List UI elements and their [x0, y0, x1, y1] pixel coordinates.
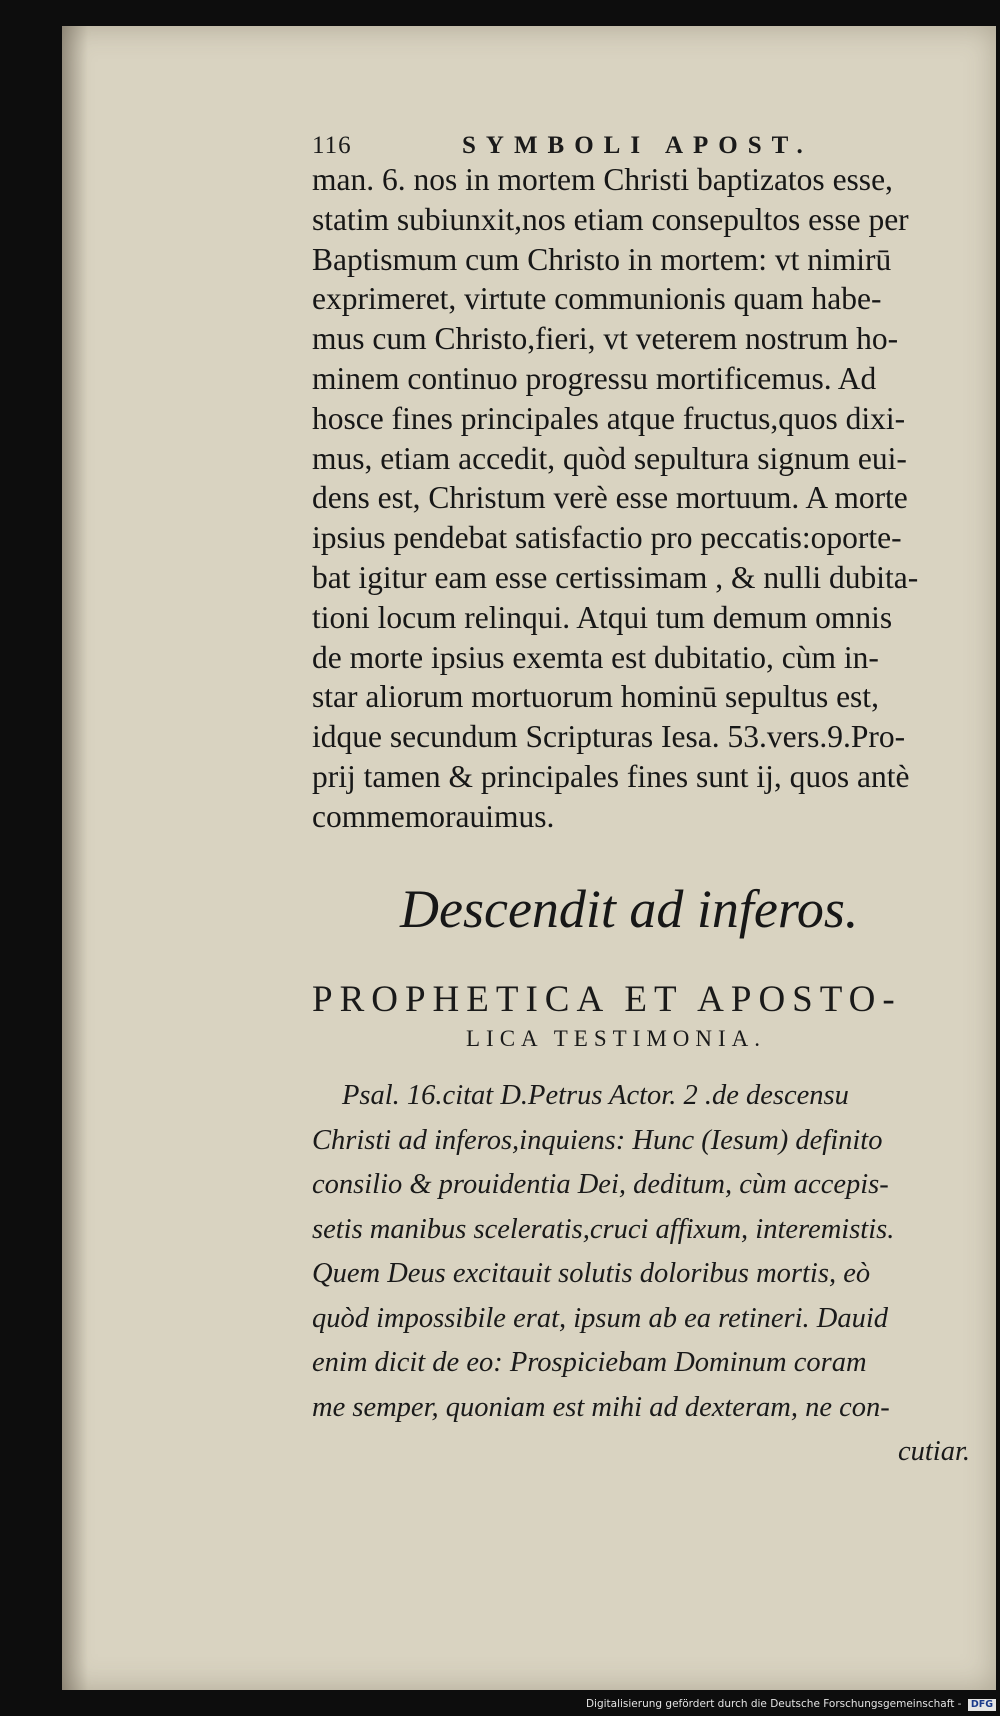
- text-line: statim subiunxit,nos etiam consepultos esse per: [312, 201, 909, 237]
- italic-line: Quem Deus excitauit solutis doloribus mortis, eò: [312, 1258, 871, 1289]
- italic-line: quòd impossibile erat, ipsum ab ea retineri. Dauid: [312, 1302, 889, 1334]
- section-heading: Descendit ad inferos.: [400, 879, 859, 939]
- text-line: dens est, Christum verè esse mortuum. A morte: [312, 480, 908, 516]
- italic-line: enim dicit de eo: Prospiciebam Dominum coram: [312, 1347, 867, 1378]
- italic-line: Christi ad inferos,inquiens: Hunc (Iesum) definito: [312, 1124, 883, 1156]
- italic-line: setis manibus sceleratis,cruci affixum, interemistis.: [312, 1213, 895, 1245]
- page-gutter-shadow: [62, 26, 88, 1690]
- text-line: man. 6. nos in mortem Christi baptizatos esse,: [312, 162, 893, 197]
- subheading-line-2: LICA TESTIMONIA.: [466, 1026, 767, 1051]
- text-line: star aliorum mortuorum hominū sepultus est,: [312, 679, 879, 715]
- running-title: SYMBOLI APOST.: [462, 132, 813, 159]
- text-line: tioni locum relinqui. Atqui tum demum omnis: [312, 599, 893, 635]
- footer-text: Digitalisierung gefördert durch die Deutsche Forschungsgemeinschaft: [585, 1698, 955, 1710]
- text-line: de morte ipsius exemta est dubitatio, cùm in-: [312, 639, 879, 675]
- text-line: ipsius pendebat satisfactio pro peccatis:oporte-: [312, 520, 902, 556]
- page-number: 116: [312, 132, 352, 159]
- text-line: prij tamen & principales fines sunt ij, quos antè: [312, 758, 910, 794]
- text-line: idque secundum Scripturas Iesa. 53.vers.9.Pro-: [312, 719, 906, 755]
- subheading-line-1: PROPHETICA ET APOSTO-: [312, 979, 902, 1020]
- italic-line: me semper, quoniam est mihi ad dexteram, ne con-: [312, 1391, 890, 1423]
- italic-line: Psal. 16.citat D.Petrus Actor. 2 .de descensu: [342, 1080, 849, 1111]
- text-line: mus cum Christo,fieri, vt veterem nostrum ho-: [312, 321, 899, 357]
- text-line: hosce fines principales atque fructus,quos dixi-: [312, 400, 906, 436]
- text-line: minem continuo progressu mortificemus. Ad: [312, 360, 877, 396]
- dfg-logo-icon: DFG: [968, 1699, 996, 1711]
- text-line: exprimeret, virtute communionis quam habe-: [312, 281, 882, 317]
- digitization-footer: Digitalisierung gefördert durch die Deutsche Forschungsgemeinschaft - DFG: [568, 1698, 996, 1714]
- testimony-text-block: [312, 1074, 984, 1475]
- text-line: bat igitur eam esse certissimam , & nulli dubita-: [312, 559, 919, 595]
- text-line: mus, etiam accedit, quòd sepultura signum eui-: [312, 440, 907, 476]
- text-line: Baptismum cum Christo in mortem: vt nimirū: [312, 241, 892, 277]
- main-text-block: [312, 160, 984, 837]
- text-line: commemorauimus.: [312, 798, 555, 834]
- italic-line: cutiar.: [897, 1436, 970, 1467]
- italic-line: consilio & prouidentia Dei, deditum, cùm accepis-: [312, 1169, 889, 1200]
